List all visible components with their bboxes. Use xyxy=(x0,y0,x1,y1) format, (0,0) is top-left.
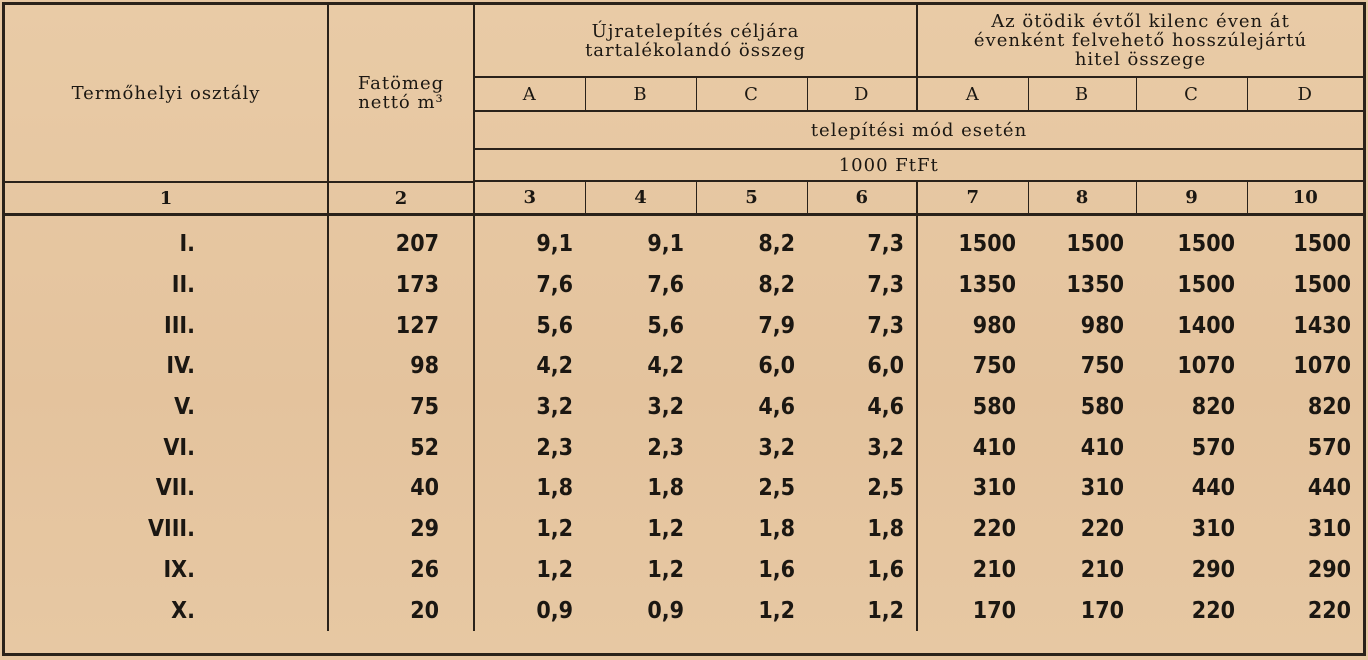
table-cell: 1500 xyxy=(1177,272,1235,299)
table-cell: 220 xyxy=(1080,516,1124,543)
unit-ft: Ft xyxy=(917,149,1363,181)
table-cell: 7,3 xyxy=(807,305,917,346)
subcol-9: C xyxy=(1136,77,1247,111)
table-row xyxy=(5,305,1363,346)
table-cell: 570 xyxy=(1191,434,1235,461)
column-number-row xyxy=(5,182,1363,215)
row-class-label: IV. xyxy=(5,346,328,387)
table-cell: 3,2 xyxy=(758,434,795,461)
row-class-label: X. xyxy=(5,590,328,631)
table-cell: 4,2 xyxy=(647,353,684,380)
table-cell: 170 xyxy=(1080,597,1124,624)
row-class-label: III. xyxy=(5,305,328,346)
table-cell: 1430 xyxy=(1293,312,1352,339)
table-cell: 9,1 xyxy=(647,231,684,258)
table-cell: 3,2 xyxy=(807,427,917,468)
table-cell: 7,6 xyxy=(536,272,573,299)
table-cell: 410 xyxy=(1080,434,1124,461)
table-cell: 290 xyxy=(1191,556,1235,583)
colnum-6: 6 xyxy=(807,182,917,215)
table-cell: 40 xyxy=(328,468,474,509)
table-cell: 2,5 xyxy=(758,475,795,502)
row-class-label: V. xyxy=(5,387,328,428)
table-cell: 207 xyxy=(328,215,474,265)
table-cell: 7,3 xyxy=(807,265,917,306)
table-row xyxy=(5,468,1363,509)
table-cell: 1500 xyxy=(958,231,1016,258)
row-class-label: VII. xyxy=(5,468,328,509)
subcol-6: D xyxy=(807,77,917,111)
table-cell: 310 xyxy=(1307,516,1352,543)
table-cell: 1,8 xyxy=(758,516,795,543)
table-cell: 750 xyxy=(972,353,1016,380)
table-cell: 8,2 xyxy=(758,231,795,258)
table-row xyxy=(5,590,1363,631)
table-row xyxy=(5,387,1363,428)
table-cell: 220 xyxy=(1191,597,1235,624)
table-cell: 9,1 xyxy=(536,231,573,258)
colnum-8: 8 xyxy=(1028,182,1136,215)
header-group-reserve: Újratelepítés céljára tartalékolandó összeg xyxy=(474,5,917,77)
table-cell: 29 xyxy=(328,509,474,550)
table-body xyxy=(5,215,1363,631)
table-row xyxy=(5,346,1363,387)
table-cell: 1,2 xyxy=(536,516,573,543)
table-cell: 220 xyxy=(1307,597,1352,624)
table-cell: 220 xyxy=(972,516,1016,543)
table-cell: 820 xyxy=(1307,394,1352,421)
table-cell: 4,6 xyxy=(807,387,917,428)
table-cell: 1,8 xyxy=(536,475,573,502)
table-cell: 580 xyxy=(1080,394,1124,421)
table-cell: 310 xyxy=(972,475,1016,502)
table-cell: 290 xyxy=(1307,556,1352,583)
table-cell: 210 xyxy=(972,556,1016,583)
table-row xyxy=(5,509,1363,550)
table-cell: 980 xyxy=(972,312,1016,339)
table-row xyxy=(5,550,1363,591)
table-cell: 7,6 xyxy=(647,272,684,299)
colnum-1: 1 xyxy=(5,182,328,215)
colnum-7: 7 xyxy=(917,182,1028,215)
table-row xyxy=(5,265,1363,306)
table-row xyxy=(5,427,1363,468)
table-cell: 310 xyxy=(1080,475,1124,502)
colnum-10: 10 xyxy=(1247,182,1363,215)
table-cell: 6,0 xyxy=(758,353,795,380)
table-cell: 1500 xyxy=(1066,231,1124,258)
table-cell: 1350 xyxy=(958,272,1016,299)
table-page xyxy=(2,2,1366,656)
table-cell: 127 xyxy=(328,305,474,346)
table-cell: 1070 xyxy=(1293,353,1352,380)
row-class-label: II. xyxy=(5,265,328,306)
table-cell: 2,3 xyxy=(647,434,684,461)
subcol-10: D xyxy=(1247,77,1363,111)
row-class-label: I. xyxy=(5,215,328,265)
table-cell: 98 xyxy=(328,346,474,387)
table-cell: 440 xyxy=(1307,475,1352,502)
table-cell: 2,3 xyxy=(536,434,573,461)
table-cell: 5,6 xyxy=(647,312,684,339)
table-cell: 6,0 xyxy=(807,346,917,387)
header-row-label: Termőhelyi osztály xyxy=(5,5,328,182)
table-cell: 1,2 xyxy=(536,556,573,583)
colnum-2: 2 xyxy=(328,182,474,215)
table-cell: 1500 xyxy=(1293,231,1352,258)
table-cell: 980 xyxy=(1080,312,1124,339)
table-cell: 173 xyxy=(328,265,474,306)
row-class-label: IX. xyxy=(5,550,328,591)
table-cell: 1,2 xyxy=(647,556,684,583)
colnum-9: 9 xyxy=(1136,182,1247,215)
table-cell: 7,9 xyxy=(758,312,795,339)
table-cell: 5,6 xyxy=(536,312,573,339)
table-cell: 2,5 xyxy=(807,468,917,509)
table-cell: 1,8 xyxy=(647,475,684,502)
table-cell: 1500 xyxy=(1293,272,1352,299)
table-cell: 1,2 xyxy=(647,516,684,543)
header-volume: Fatömeg nettó m³ xyxy=(328,5,474,182)
subcol-3: A xyxy=(474,77,585,111)
table-cell: 8,2 xyxy=(758,272,795,299)
subcol-4: B xyxy=(585,77,696,111)
table-cell: 52 xyxy=(328,427,474,468)
table-cell: 0,9 xyxy=(536,597,573,624)
table-cell: 4,6 xyxy=(758,394,795,421)
table-cell: 570 xyxy=(1307,434,1352,461)
subcol-5: C xyxy=(696,77,807,111)
table-cell: 1,2 xyxy=(807,590,917,631)
table-cell: 820 xyxy=(1191,394,1235,421)
table-cell: 1350 xyxy=(1066,272,1124,299)
table-cell: 750 xyxy=(1080,353,1124,380)
subcol-7: A xyxy=(917,77,1028,111)
table-cell: 3,2 xyxy=(647,394,684,421)
colnum-5: 5 xyxy=(696,182,807,215)
table-cell: 20 xyxy=(328,590,474,631)
table-cell: 170 xyxy=(972,597,1016,624)
table-cell: 1500 xyxy=(1177,231,1235,258)
table-cell: 440 xyxy=(1191,475,1235,502)
colnum-4: 4 xyxy=(585,182,696,215)
table-cell: 1,2 xyxy=(758,597,795,624)
row-class-label: VI. xyxy=(5,427,328,468)
header-group-loan: Az ötödik évtől kilenc éven át évenként felvehető hosszúlejártú hitel összege xyxy=(917,5,1363,77)
table-cell: 1400 xyxy=(1177,312,1235,339)
table-cell: 4,2 xyxy=(536,353,573,380)
table-cell: 210 xyxy=(1080,556,1124,583)
table-cell: 7,3 xyxy=(807,215,917,265)
subcol-8: B xyxy=(1028,77,1136,111)
row-class-label: VIII. xyxy=(5,509,328,550)
table-cell: 0,9 xyxy=(647,597,684,624)
table-cell: 310 xyxy=(1191,516,1235,543)
table-cell: 580 xyxy=(972,394,1016,421)
table-cell: 410 xyxy=(972,434,1016,461)
table-cell: 75 xyxy=(328,387,474,428)
table-cell: 3,2 xyxy=(536,394,573,421)
data-table xyxy=(5,5,1363,631)
table-cell: 1,6 xyxy=(807,550,917,591)
mode-label: telepítési mód esetén xyxy=(474,111,1363,149)
table-cell: 1070 xyxy=(1177,353,1235,380)
unit-thousand-ft: 1000 Ft xyxy=(474,149,917,181)
table-cell: 1,8 xyxy=(807,509,917,550)
table-cell: 26 xyxy=(328,550,474,591)
colnum-3: 3 xyxy=(474,182,585,215)
table-row xyxy=(5,215,1363,265)
table-cell: 1,6 xyxy=(758,556,795,583)
